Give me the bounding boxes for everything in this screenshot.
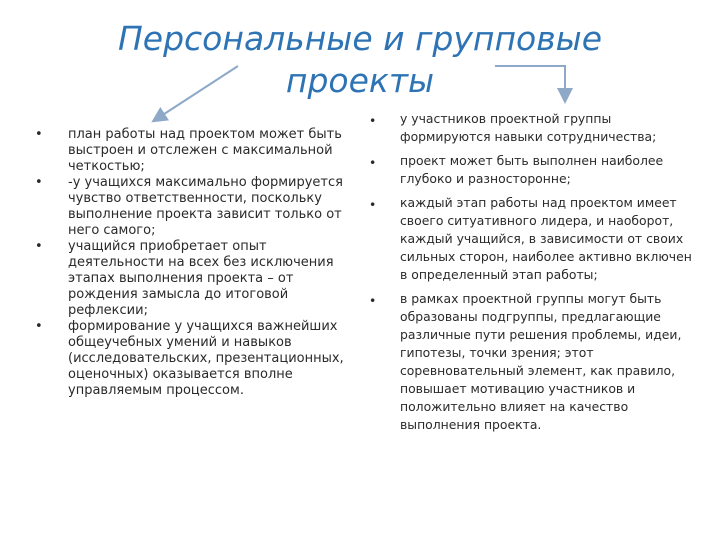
bullet: • [35,239,43,254]
list-item-text: план работы над проектом может быть выстроен и отслежен с максимальной четкостью; [68,127,342,174]
list-item [369,194,700,284]
list-item-text: каждый этап работы над проектом имеет своего ситуативного лидера, и наоборот, каждый учащийся, в зависимости от своих сильных сторон, наиболее активно включен в определенный этап работы; [400,195,692,282]
list-item-text: проект может быть выполнен наиболее глубоко и разносторонне; [400,153,664,186]
bullet: • [369,197,377,212]
bullet: • [369,293,377,308]
list-item [369,290,700,434]
list-item-text: учащийся приобретает опыт деятельности на всех без исключения этапах выполнения проекта – от рождения замысла до итоговой рефлексии; [68,239,334,318]
arrow-to-left-column [158,66,238,118]
list-item-text: формирование у учащихся важнейших общеучебных умений и навыков (исследовательских, презентационных, оценочных) оказывается вполне управляемым процессом. [68,319,344,398]
list-item-text: в рамках проектной группы могут быть образованы подгруппы, предлагающие различные пути решения проблемы, идеи, гипотезы, точки зрения; этот соревновательный элемент, как правило, повышает мотивацию участников и положительно влияет на качество выполнения проекта. [400,291,682,432]
bullet: • [369,113,377,128]
list-item [35,175,353,239]
list-item-text: у участников проектной группы формируются навыки сотрудничества; [400,111,657,144]
list-item [35,319,353,399]
list-item [369,152,700,188]
list-item-text: -у учащихся максимально формируется чувство ответственности, поскольку выполнение проекта зависит только от него самого; [68,175,343,238]
arrow-to-right-column [495,66,565,96]
bullet: • [35,127,43,142]
bullet: • [35,175,43,190]
bullet: • [369,155,377,170]
list-item [369,110,700,146]
bullet: • [35,319,43,334]
list-item [35,239,353,319]
personal-projects-list [35,127,353,399]
slide-title: Персональные и групповые проекты [117,19,603,100]
list-item [35,127,353,175]
group-projects-list [369,110,700,434]
